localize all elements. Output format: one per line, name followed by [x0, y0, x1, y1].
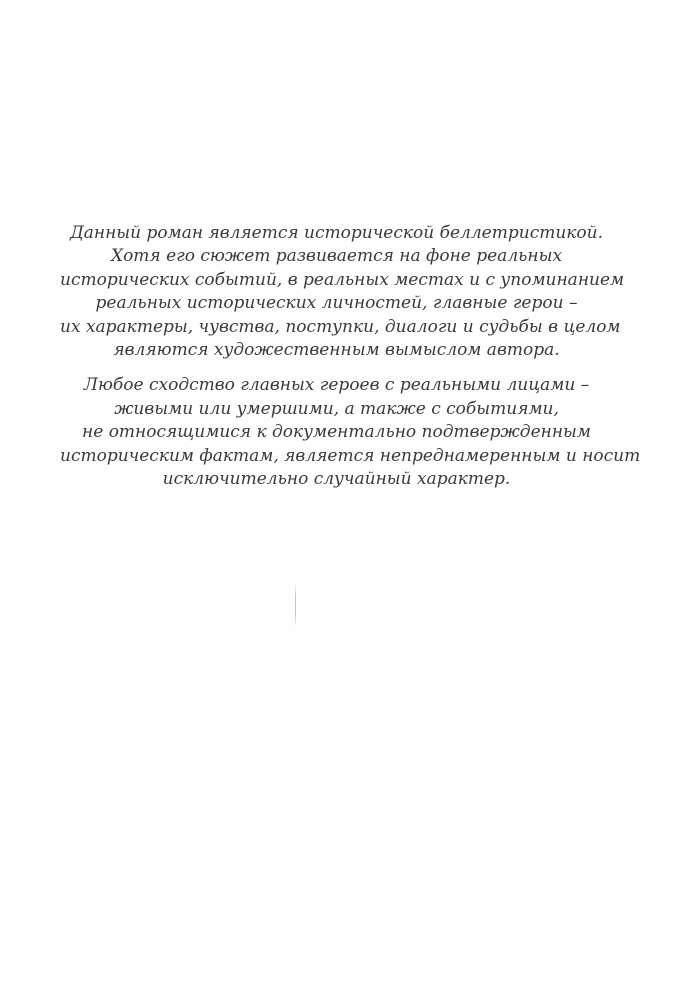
text-line: Данный роман является исторической беллетристикой.	[69, 223, 604, 243]
text-line: исключительно случайный характер.	[162, 469, 511, 490]
text-line: живыми или умершими, а также с событиями,	[114, 398, 559, 419]
text-line: реальных исторических личностей, главные герои –	[95, 293, 578, 314]
text-line: Хотя его сюжет развивается на фоне реальных	[110, 246, 563, 267]
text-line: историческим фактам, является непреднамеренным и носит	[60, 445, 641, 466]
disclaimer-paragraph-2	[60, 374, 641, 491]
disclaimer-text	[60, 222, 641, 503]
text-line: исторических событий, в реальных местах и с упоминанием	[60, 269, 625, 290]
text-line: не относящимися к документально подтвержденным	[82, 422, 591, 443]
scan-fold-mark	[295, 583, 296, 627]
text-line: являются художественным вымыслом автора.	[113, 340, 560, 361]
disclaimer-paragraph-1	[60, 222, 625, 362]
text-line: их характеры, чувства, поступки, диалоги и судьбы в целом	[60, 316, 621, 337]
text-line: Любое сходство главных героев с реальными лицами –	[83, 375, 590, 396]
